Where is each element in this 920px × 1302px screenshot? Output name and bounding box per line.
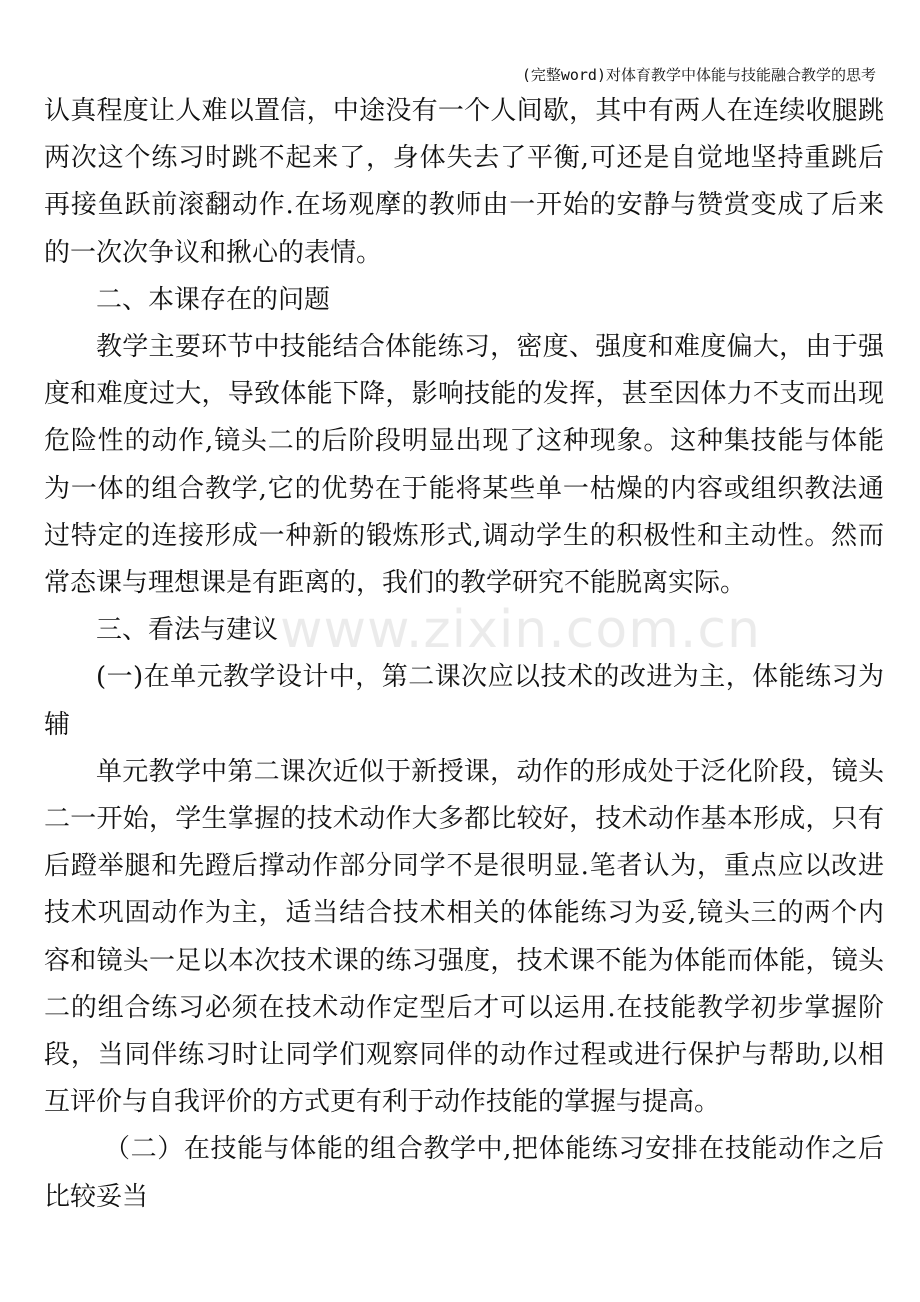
watermark: www.zixin.com.cn xyxy=(280,600,761,660)
subheading-2: （二）在技能与体能的组合教学中,把体能练习安排在技能动作之后比较妥当 xyxy=(44,1134,884,1212)
document-header: (完整word)对体育教学中体能与技能融合教学的思考 xyxy=(521,66,876,84)
paragraph-continued: 认真程度让人难以置信，中途没有一个人间歇，其中有两人在连续收腿跳两次这个练习时跳不起来了，身体失去了平衡,可还是自觉地坚持重跳后再接鱼跃前滚翻动作.在场观摩的教师由一开始的安静与赞赏变成了后来的一次次争议和揪心的表情。 xyxy=(44,96,884,268)
section-heading-3: 三、看法与建议 xyxy=(96,615,279,646)
paragraph-suggestion-1: 单元教学中第二课次近似于新授课，动作的形成处于泛化阶段，镜头二一开始，学生掌握的技术动作大多都比较好，技术动作基本形成，只有后蹬举腿和先蹬后撑动作部分同学不是很明显.笔者认为，重点应以改进技术巩固动作为主，适当结合技术相关的体能练习为妥,镜头三的两个内容和镜头一足以本次技术课的练习强度，技术课不能为体能而体能，镜头二的组合练习必须在技术动作定型后才可以运用.在技能教学初步掌握阶段，当同伴练习时让同学们观察同伴的动作过程或进行保护与帮助,以相互评价与自我评价的方式更有利于动作技能的掌握与提高。 xyxy=(44,756,884,1118)
subheading-1: (一)在单元教学设计中，第二课次应以技术的改进为主，体能练习为辅 xyxy=(44,662,884,740)
document-body xyxy=(44,88,884,1221)
paragraph-problems: 教学主要环节中技能结合体能练习，密度、强度和难度偏大，由于强度和难度过大，导致体能下降，影响技能的发挥，甚至因体力不支而出现危险性的动作,镜头二的后阶段明显出现了这种现象。这种集技能与体能为一体的组合教学,它的优势在于能将某些单一枯燥的内容或组织教法通过特定的连接形成一种新的锻炼形式,调动学生的积极性和主动性。然而常态课与理想课是有距离的，我们的教学研究不能脱离实际。 xyxy=(44,332,884,599)
section-heading-2: 二、本课存在的问题 xyxy=(96,284,331,315)
